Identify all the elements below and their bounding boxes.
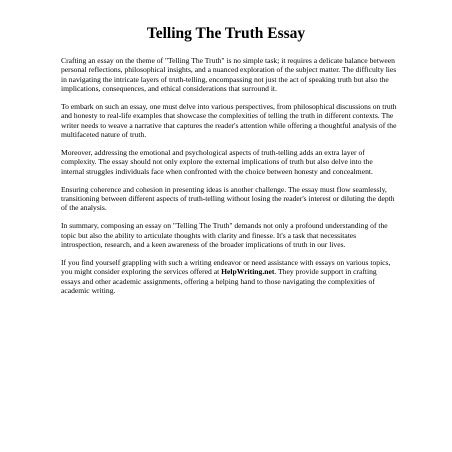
document-title: Telling The Truth Essay [146, 25, 306, 42]
paragraph-4: Ensuring coherence and cohesion in presenting ideas is another challenge. The essay must flow seamlessly, transitioning between different aspects of truth-telling without losing the reader's interest or diluting the depth of the analysis. [61, 184, 395, 213]
document-body [61, 56, 397, 304]
paragraph-1: Crafting an essay on the theme of "Telling The Truth" is no simple task; it requires a delicate balance between personal reflections, philosophical insights, and a nuanced exploration of the subject matter. The difficulty lies in navigating the intricate layers of truth-telling, encompassing not just the act of speaking truth but also the implications, consequences, and ethical considerations that surround it. [61, 56, 397, 94]
paragraph-3: Moreover, addressing the emotional and psychological aspects of truth-telling adds an extra layer of complexity. The essay should not only explore the external implications of truth but also delve into the internal struggles individuals face when confronted with the choice between honesty and concealment. [61, 147, 373, 176]
paragraph-5: In summary, composing an essay on "Telling The Truth" demands not only a profound understanding of the topic but also the ability to articulate thoughts with clarity and finesse. It's a task that necessitates introspection, research, and a keen awareness of the broader implications of truth in our lives. [61, 221, 388, 249]
paragraph-2: To embark on such an essay, one must delve into various perspectives, from philosophical discussions on truth and honesty to real-life examples that showcase the complexities of telling the truth in different contexts. The writer needs to weave a narrative that captures the reader's attention while offering a thoughtful analysis of the multifaceted nature of truth. [61, 101, 397, 139]
paragraph-6-tail-text: . They provide support in crafting essays and other academic assignments, offering a helping hand to those navigating the complexities of academic writing. [61, 267, 377, 295]
paragraph-6-lead-text: If you find yourself grappling with such a writing endeavor or need assistance with essays on various topics, you might consider exploring the services offered at [61, 257, 391, 277]
paragraph-6 [61, 258, 397, 295]
helpwriting-link[interactable]: HelpWriting.net [221, 267, 275, 277]
